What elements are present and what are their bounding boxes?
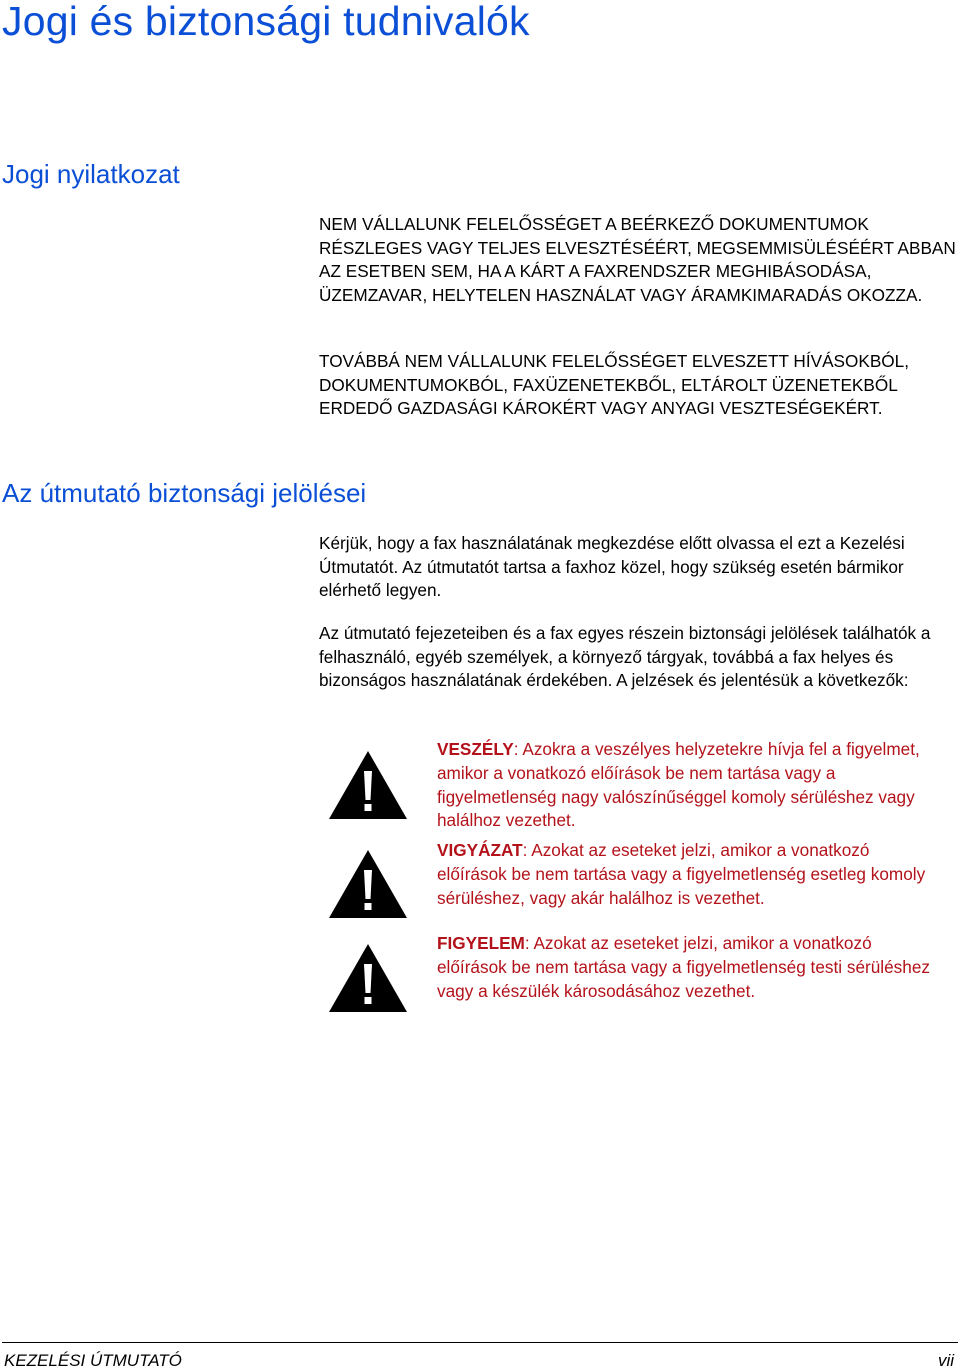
safety-paragraph-1: Kérjük, hogy a fax használatának megkezdése előtt olvassa el ezt a Kezelési Útmutatót. Az útmutatót tartsa a faxhoz közel, hogy szükség esetén bármikor elérhető legyen. (319, 533, 905, 600)
legal-paragraph-1: NEM VÁLLALUNK FELELŐSSÉGET A BEÉRKEZŐ DOKUMENTUMOK RÉSZLEGES VAGY TELJES ELVESZTÉSÉÉRT, MEGSEMMISÜLÉSÉÉRT ABBAN AZ ESETBEN SEM, HA A KÁRT A FAXRENDSZER MEGHIBÁSODÁSA, ÜZEMZAVAR, HELYTELEN HASZNÁLAT VAGY ÁRAMKIMARADÁS OKOZZA. (319, 214, 956, 305)
safety-heading: Az útmutató biztonsági jelölései (2, 478, 367, 508)
warning-notice-description: : Azokat az eseteket jelzi, amikor a vonatkozó előírások be nem tartása vagy a figyelmetlenség testi sérüléshez vagy a készülék károsodásához vezethet. (437, 933, 930, 1001)
warning-caution-text (437, 839, 937, 910)
footer-manual-title: KEZELÉSI ÚTMUTATÓ (4, 1351, 182, 1370)
warning-triangle-icon (327, 749, 409, 821)
page-title: Jogi és biztonsági tudnivalók (2, 0, 530, 44)
warning-danger-label: VESZÉLY (437, 739, 514, 759)
safety-paragraph-2: Az útmutató fejezeteiben és a fax egyes részein biztonsági jelölések találhatók a felhasználó, egyéb személyek, a környező tárgyak, továbbá a fax helyes és bizonságos használatának érdekében. A jelzések és jelentésük a következők: (319, 623, 931, 690)
footer-page-number: vii (937, 1351, 954, 1370)
legal-paragraph-2: TOVÁBBÁ NEM VÁLLALUNK FELELŐSSÉGET ELVESZETT HÍVÁSOKBÓL, DOKUMENTUMOKBÓL, FAXÜZENETEKBŐL, ELTÁROLT ÜZENETEKBŐL ERDEDŐ GAZDASÁGI KÁROKÉRT VAGY ANYAGI VESZTESÉGEKÉRT. (319, 351, 909, 418)
warning-caution-label: VIGYÁZAT (437, 840, 523, 860)
warning-notice-label: FIGYELEM (437, 933, 525, 953)
legal-heading: Jogi nyilatkozat (2, 159, 180, 189)
warning-danger-text (437, 738, 937, 833)
footer-divider (2, 1342, 958, 1343)
warning-danger-description: : Azokra a veszélyes helyzetekre hívja fel a figyelmet, amikor a vonatkozó előírások be nem tartása vagy a figyelmetlenség nagy valószínűséggel komoly sérüléshez vagy halálhoz vezethet. (437, 739, 920, 831)
warning-notice-text (437, 932, 937, 1003)
warning-triangle-icon (327, 848, 409, 920)
warning-caution-description: : Azokat az eseteket jelzi, amikor a vonatkozó előírások be nem tartása vagy a figyelmetlenség esetleg komoly sérüléshez, vagy akár halálhoz is vezethet. (437, 840, 926, 908)
warning-triangle-icon (327, 942, 409, 1014)
